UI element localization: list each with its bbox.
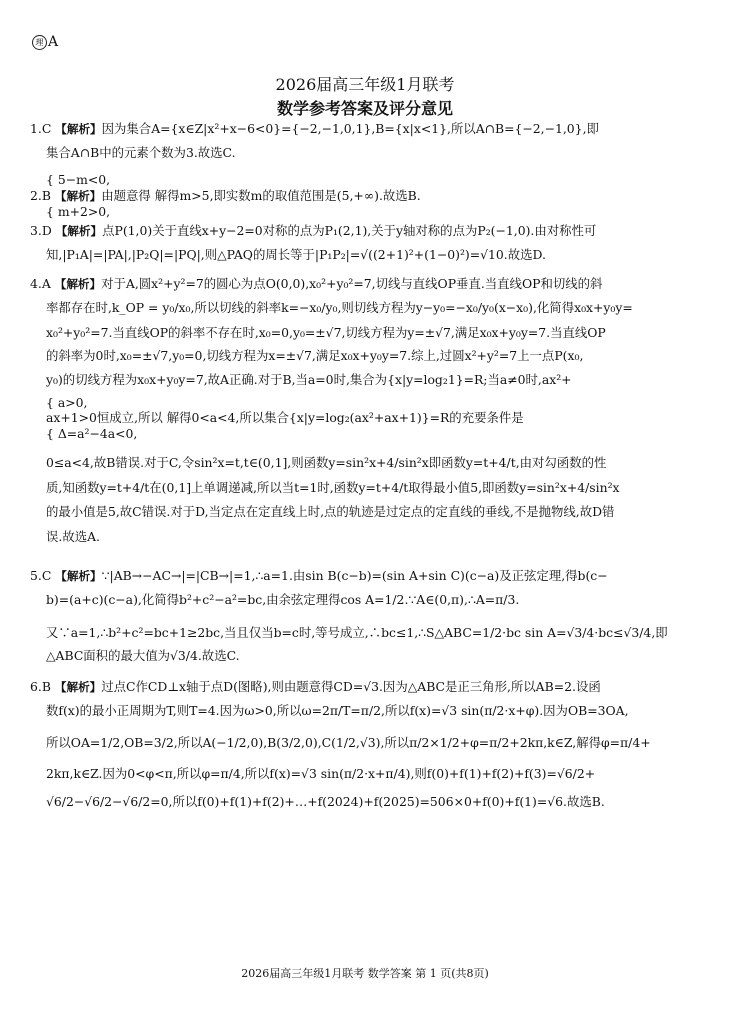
line-text: 的斜率为0时,x₀=±√7,y₀=0,切线方程为x=±√7,满足x₀x+y₀y=7.综上,过圆x²+y²=7上一点P(x₀,: [46, 348, 584, 363]
answer-line: [46, 648, 702, 664]
line-text: 的最小值是5,故C错误.对于D,当定点在定直线上时,点的轨迹是过定点的定直线的垂线,不是抛物线,故D错: [46, 504, 615, 519]
analysis-tag: 【解析】: [55, 569, 102, 583]
line-text: { Δ=a²−4a<0,: [46, 426, 138, 441]
line-text: 点P(1,0)关于直线x+y−2=0对称的点为P₁(2,1),关于y轴对称的点为P₂(−1,0).由对称性可: [102, 223, 597, 238]
line-text: 0≤a<4,故B错误.对于C,令sin²x=t,t∈(0,1],则函数y=sin²x+4/sin²x即函数y=t+4/t,由对勾函数的性: [46, 455, 607, 470]
analysis-tag: 【解析】: [54, 680, 102, 694]
line-text: √6/2−√6/2−√6/2=0,所以f(0)+f(1)+f(2)+…+f(2024)+f(2025)=506×0+f(0)+f(1)=√6.故选B.: [46, 794, 605, 809]
line-text: 数f(x)的最小正周期为T,则T=4.因为ω>0,所以ω=2π/T=π/2,所以f(x)=√3 sin(π/2·x+φ).因为OB=3OA,: [46, 703, 629, 718]
line-text: ∵|AB→−AC→|=|CB→|=1,∴a=1.由sin B(c−b)=(sin A+sin C)(c−a)及正弦定理,得b(c−: [101, 568, 608, 583]
line-text: 所以OA=1/2,OB=3/2,所以A(−1/2,0),B(3/2,0),C(1/2,√3),所以π/2×1/2+φ=π/2+2kπ,k∈Z,解得φ=π/4+: [46, 735, 651, 750]
line-text: b)=(a+c)(c−a),化简得b²+c²−a²=bc,由余弦定理得cos A=1/2.∵A∈(0,π),∴A=π/3.: [46, 592, 520, 607]
answer-line: [30, 679, 702, 695]
answer-line: [46, 204, 702, 220]
line-text: 对于A,圆x²+y²=7的圆心为点O(0,0),x₀²+y₀²=7,切线与直线OP垂直.当直线OP和切线的斜: [101, 276, 603, 291]
answer-line: [46, 703, 702, 719]
analysis-tag: 【解析】: [55, 224, 103, 238]
line-text: 又∵a=1,∴b²+c²=bc+1≥2bc,当且仅当b=c时,等号成立,∴bc≤1,∴S△ABC=1/2·bc sin A=√3/4·bc≤√3/4,即: [46, 625, 668, 640]
answer-line: [46, 348, 702, 364]
line-text: 集合A∩B中的元素个数为3.故选C.: [46, 145, 236, 160]
answer-line: [46, 300, 702, 316]
line-text: 因为集合A={x∈Z|x²+x−6<0}={−2,−1,0,1},B={x|x<1},所以A∩B={−2,−1,0},即: [101, 121, 599, 136]
answer-line: [46, 504, 702, 520]
answer-line: [30, 188, 702, 204]
analysis-tag: 【解析】: [55, 122, 102, 136]
line-text: 由题意得 解得m>5,即实数m的取值范围是(5,+∞).故选B.: [101, 188, 421, 203]
corner-mark: [32, 34, 58, 50]
question-number: 1.C: [30, 121, 56, 136]
question-number: 2.B: [30, 188, 55, 203]
line-text: 误.故选A.: [46, 529, 100, 544]
line-text: y₀)的切线方程为x₀x+y₀y=7,故A正确.对于B,当a=0时,集合为{x|y=log₂1}=R;当a≠0时,ax²+: [46, 372, 572, 387]
line-text: 知,|P₁A|=|PA|,|P₂Q|=|PQ|,则△PAQ的周长等于|P₁P₂|=√((2+1)²+(1−0)²)=√10.故选D.: [46, 247, 546, 262]
version-letter: A: [48, 34, 59, 50]
line-text: { 5−m<0,: [46, 172, 111, 187]
answer-line: [46, 735, 702, 751]
answer-line: [30, 568, 702, 584]
question-number: 5.C: [30, 568, 56, 583]
question-number: 6.B: [30, 679, 55, 694]
answer-line: [46, 455, 702, 471]
answer-line: [46, 410, 702, 426]
line-text: 过点C作CD⊥x轴于点D(图略),则由题意得CD=√3.因为△ABC是正三角形,所以AB=2.设函: [101, 679, 601, 694]
answer-line: [30, 223, 702, 239]
analysis-tag: 【解析】: [54, 277, 102, 291]
line-text: 率都存在时,k_OP = y₀/x₀,所以切线的斜率k=−x₀/y₀,则切线方程为y−y₀=−x₀/y₀(x−x₀),化简得x₀x+y₀y=: [46, 300, 633, 315]
answer-line: [46, 766, 702, 782]
answer-line: [46, 529, 702, 545]
document-title: 数学参考答案及评分意见: [276, 99, 453, 118]
answer-line: [46, 325, 702, 341]
line-text: 质,知函数y=t+4/t在(0,1]上单调递减,所以当t=1时,函数y=t+4/t取得最小值5,即函数y=sin²x+4/sin²x: [46, 480, 620, 495]
line-text: △ABC面积的最大值为√3/4.故选C.: [46, 648, 240, 663]
line-text: { a>0,: [46, 395, 88, 410]
answer-line: [46, 372, 702, 388]
subject-circle-badge: 理: [32, 35, 47, 50]
analysis-tag: 【解析】: [54, 189, 102, 203]
line-text: 2kπ,k∈Z.因为0<φ<π,所以φ=π/4,所以f(x)=√3 sin(π/2·x+π/4),则f(0)+f(1)+f(2)+f(3)=√6/2+: [46, 766, 596, 781]
question-number: 3.D: [30, 223, 56, 238]
line-text: x₀²+y₀²=7.当直线OP的斜率不存在时,x₀=0,y₀=±√7,切线方程为y=±√7,满足x₀x+y₀y=7.当直线OP: [46, 325, 606, 340]
answer-line: [46, 145, 702, 161]
answer-line: [46, 395, 702, 411]
question-number: 4.A: [30, 276, 55, 291]
answer-line: [30, 121, 702, 137]
answer-line: [30, 276, 702, 292]
answer-line: [46, 172, 702, 188]
exam-title: 2026届高三年级1月联考: [275, 75, 455, 94]
answer-line: [46, 592, 702, 608]
line-text: ax+1>0恒成立,所以 解得0<a<4,所以集合{x|y=log₂(ax²+ax+1)}=R的充要条件是: [46, 410, 524, 425]
answer-line: [46, 794, 702, 810]
page-footer: 2026届高三年级1月联考 数学答案 第 1 页(共8页): [241, 967, 489, 980]
answer-line: [46, 426, 702, 442]
line-text: { m+2>0,: [46, 204, 111, 219]
answer-line: [46, 480, 702, 496]
answer-line: [46, 625, 702, 641]
answer-line: [46, 247, 702, 263]
